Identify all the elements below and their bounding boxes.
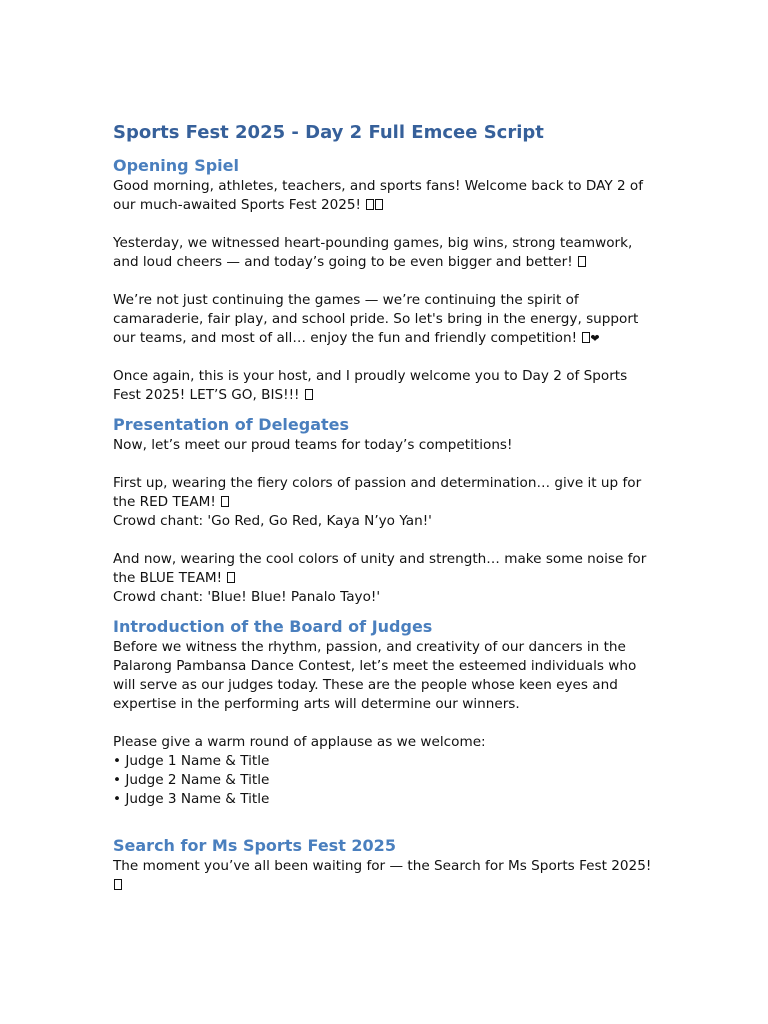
missing-glyph-icon — [114, 879, 122, 890]
search-paragraph-1: The moment you’ve all been waiting for — the Search for Ms Sports Fest 2025! — [113, 857, 658, 895]
missing-glyph-icon — [366, 199, 374, 210]
opening-paragraph-2: Yesterday, we witnessed heart-pounding games, big wins, strong teamwork, and loud cheers — and today’s going to be even bigger and better! — [113, 235, 633, 270]
opening-paragraph-1: Good morning, athletes, teachers, and sports fans! Welcome back to DAY 2 of our much-awaited Sports Fest 2025! — [113, 178, 644, 213]
opening-paragraph-3: We’re not just continuing the games — we’re continuing the spirit of camaraderie, fair play, and school pride. So let's bring in the energy, support our teams, and most of all… enjoy the fun and friendly competition! ❤ — [113, 292, 639, 346]
red-team-paragraph: First up, wearing the fiery colors of passion and determination… give it up for the RED TEAM! — [113, 475, 642, 510]
judges-list — [113, 752, 658, 809]
judges-paragraph-1: Before we witness the rhythm, passion, and creativity of our dancers in the Palarong Pambansa Dance Contest, let’s meet the esteemed individuals who will serve as our judges today. These are the people whose keen eyes and expertise in the performing arts will determine our winners. — [113, 639, 637, 712]
judges-heading: Introduction of the Board of Judges — [113, 617, 433, 636]
delegates-heading: Presentation of Delegates — [113, 415, 350, 434]
missing-glyph-icon — [305, 389, 313, 400]
document-title: Sports Fest 2025 - Day 2 Full Emcee Script — [113, 122, 544, 143]
missing-glyph-icon — [582, 332, 590, 343]
opening-heading: Opening Spiel — [113, 156, 239, 175]
missing-glyph-icon — [221, 496, 229, 507]
opening-paragraph-4: Once again, this is your host, and I proudly welcome you to Day 2 of Sports Fest 2025! LET’S GO, BIS!!! — [113, 368, 628, 403]
heart-icon: ❤ — [590, 332, 600, 345]
judges-paragraph-2: Please give a warm round of applause as we welcome: — [113, 734, 486, 750]
list-item: • Judge 2 Name & Title — [113, 772, 270, 788]
red-team-chant: Crowd chant: 'Go Red, Go Red, Kaya N’yo Yan!' — [113, 513, 432, 529]
blue-team-paragraph: And now, wearing the cool colors of unity and strength… make some noise for the BLUE TEAM! — [113, 551, 647, 586]
missing-glyph-icon — [578, 256, 586, 267]
missing-glyph-icon — [375, 199, 383, 210]
document-page — [113, 120, 658, 895]
delegates-intro: Now, let’s meet our proud teams for today’s competitions! — [113, 437, 513, 453]
search-heading: Search for Ms Sports Fest 2025 — [113, 836, 396, 855]
list-item: • Judge 1 Name & Title — [113, 753, 270, 769]
list-item: • Judge 3 Name & Title — [113, 791, 270, 807]
blue-team-chant: Crowd chant: 'Blue! Blue! Panalo Tayo!' — [113, 589, 381, 605]
missing-glyph-icon — [227, 572, 235, 583]
